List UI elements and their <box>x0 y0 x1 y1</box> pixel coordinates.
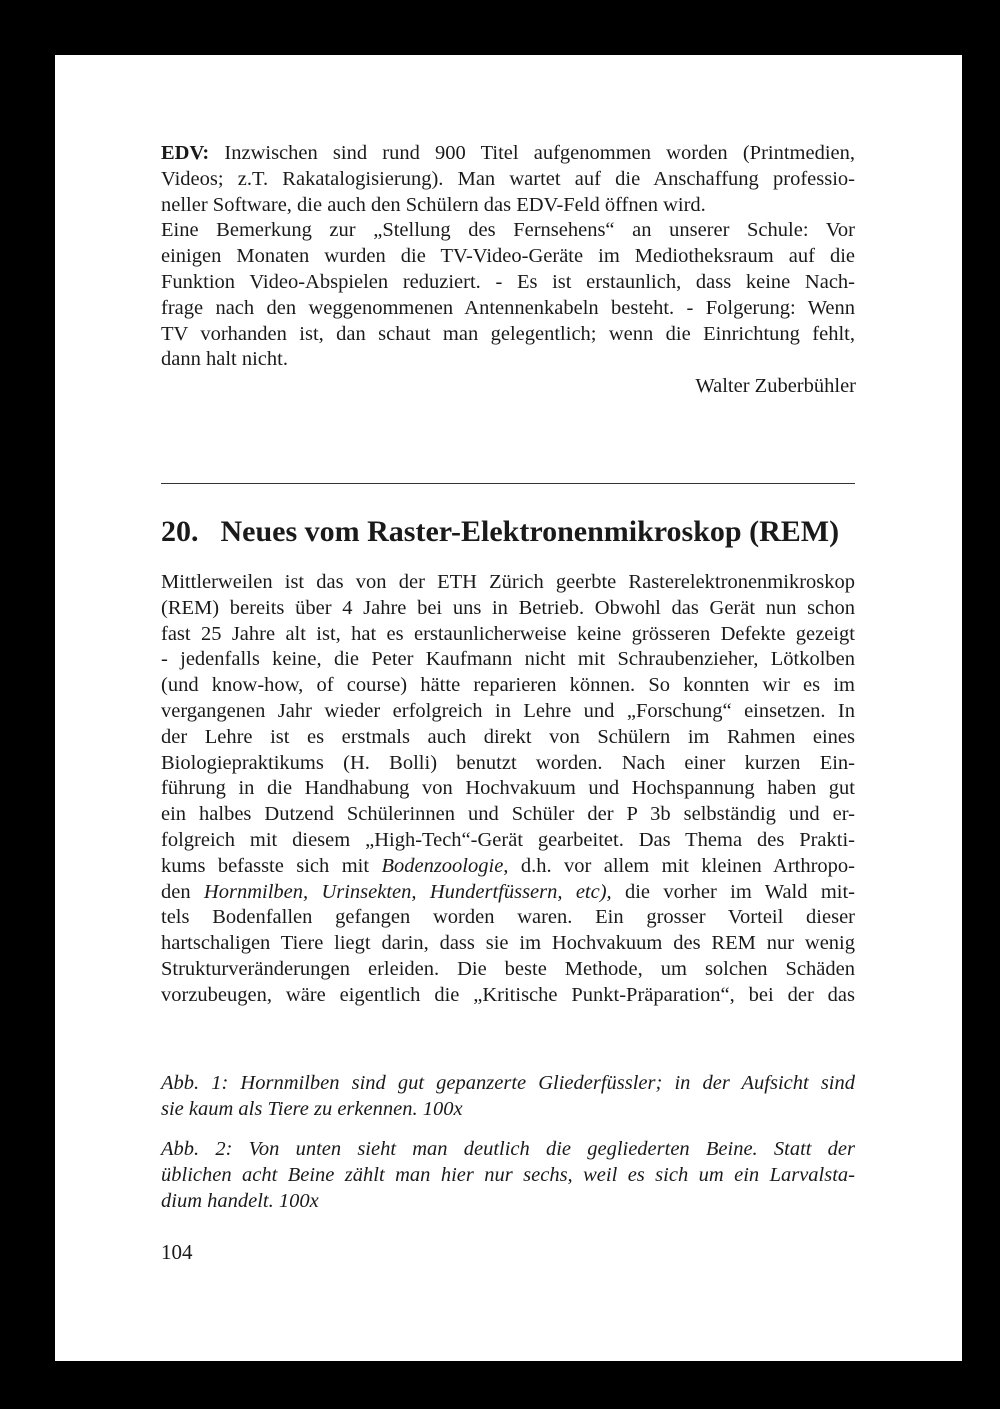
text-line: Mittlerweilen ist das von der ETH Zürich geerbte Rasterelektronenmikroskop <box>161 571 855 593</box>
caption-line: Abb. 2: Von unten sieht man deutlich die gegliederten Beine. Statt der <box>161 1138 855 1160</box>
text-line: den Hornmilben, Urinsekten, Hundertfüssern, etc), die vorher im Wald mit- <box>161 880 855 903</box>
edv-label: EDV: <box>161 142 210 164</box>
text-line: hartschaligen Tiere liegt darin, dass sie im Hochvakuum des REM nur wenig <box>161 932 855 955</box>
text-line: kums befasste sich mit Bodenzoologie, d.h. vor allem mit kleinen Arthropo- <box>161 854 856 877</box>
text-line: (und know-how, of course) hätte reparieren können. So konnten wir es im <box>161 674 855 697</box>
author-signature: Walter Zuberbühler <box>695 375 856 397</box>
text-line: frage nach den weggenommenen Antennenkabeln besteht. - Folgerung: Wenn <box>161 296 855 319</box>
figure-caption-2 <box>161 1137 855 1214</box>
text-line: Biologiepraktikums (H. Bolli) benutzt worden. Nach einer kurzen Ein- <box>161 751 855 774</box>
caption-line: Abb. 1: Hornmilben sind gut gepanzerte Gliederfüssler; in der Aufsicht sind <box>161 1072 855 1094</box>
text-line: vorzubeugen, wäre eigentlich die „Kritische Punkt-Präparation“, bei der das <box>161 983 855 1006</box>
text-line: Videos; z.T. Rakatalogisierung). Man wartet auf die Anschaffung professio- <box>161 167 855 190</box>
text-line: Funktion Video-Abspielen reduziert. - Es ist erstaunlich, dass keine Nach- <box>161 270 855 293</box>
document-page <box>55 55 962 1361</box>
text-line: (REM) bereits über 4 Jahre bei uns in Betrieb. Obwohl das Gerät nun schon <box>161 596 855 619</box>
caption-line: sie kaum als Tiere zu erkennen. 100x <box>161 1097 463 1120</box>
italic-term: Bodenzoologie, <box>381 854 509 877</box>
text-line: TV vorhanden ist, dan schaut man gelegentlich; wenn die Einrichtung fehlt, <box>161 322 855 345</box>
caption-line: dium handelt. 100x <box>161 1189 319 1212</box>
text-line: neller Software, die auch den Schülern das EDV-Feld öffnen wird. <box>161 193 706 216</box>
text-line: ein halbes Dutzend Schülerinnen und Schüler der P 3b selbständig und er- <box>161 803 855 826</box>
text-line: führung in die Handhabung von Hochvakuum und Hochspannung haben gut <box>161 777 855 800</box>
caption-line: üblichen acht Beine zählt man hier nur sechs, weil es sich um ein Larvalsta- <box>161 1163 855 1186</box>
text-line: - jedenfalls keine, die Peter Kaufmann nicht mit Schraubenzieher, Lötkolben <box>161 648 855 671</box>
text-line: dann halt nicht. <box>161 348 288 371</box>
text-line: folgreich mit diesem „High-Tech“-Gerät gearbeitet. Das Thema des Prakti- <box>161 828 855 851</box>
text-line: fast 25 Jahre alt ist, hat es erstaunlicherweise keine grösseren Defekte gezeigt <box>161 622 855 645</box>
text-line: vergangenen Jahr wieder erfolgreich in Lehre und „Forschung“ einsetzen. In <box>161 699 855 722</box>
section-number: 20. <box>161 515 199 548</box>
italic-term: Hornmilben, Urinsekten, Hundertfüssern, etc), <box>203 880 612 903</box>
edv-section <box>161 141 855 373</box>
section-divider <box>161 483 855 484</box>
section-title: Neues vom Raster-Elektronenmikroskop (REM) <box>220 515 840 548</box>
text-line: tels Bodenfallen gefangen worden waren. Ein grosser Vorteil dieser <box>161 906 855 929</box>
text-line: Strukturveränderungen erleiden. Die beste Methode, um solchen Schäden <box>161 957 855 980</box>
rem-paragraph <box>161 570 855 1009</box>
text-line: der Lehre ist es erstmals auch direkt von Schülern im Rahmen eines <box>161 725 855 748</box>
text-line: EDV: Inzwischen sind rund 900 Titel aufgenommen worden (Printmedien, <box>161 142 855 164</box>
text-line: Eine Bemerkung zur „Stellung des Fernsehens“ an unserer Schule: Vor <box>161 219 855 242</box>
text-line: einigen Monaten wurden die TV-Video-Geräte im Mediotheksraum auf die <box>161 245 855 268</box>
figure-caption-1 <box>161 1071 855 1123</box>
section-heading <box>161 515 839 549</box>
rem-section <box>161 570 855 1009</box>
edv-paragraph <box>161 141 855 373</box>
page-number: 104 <box>161 1240 193 1264</box>
